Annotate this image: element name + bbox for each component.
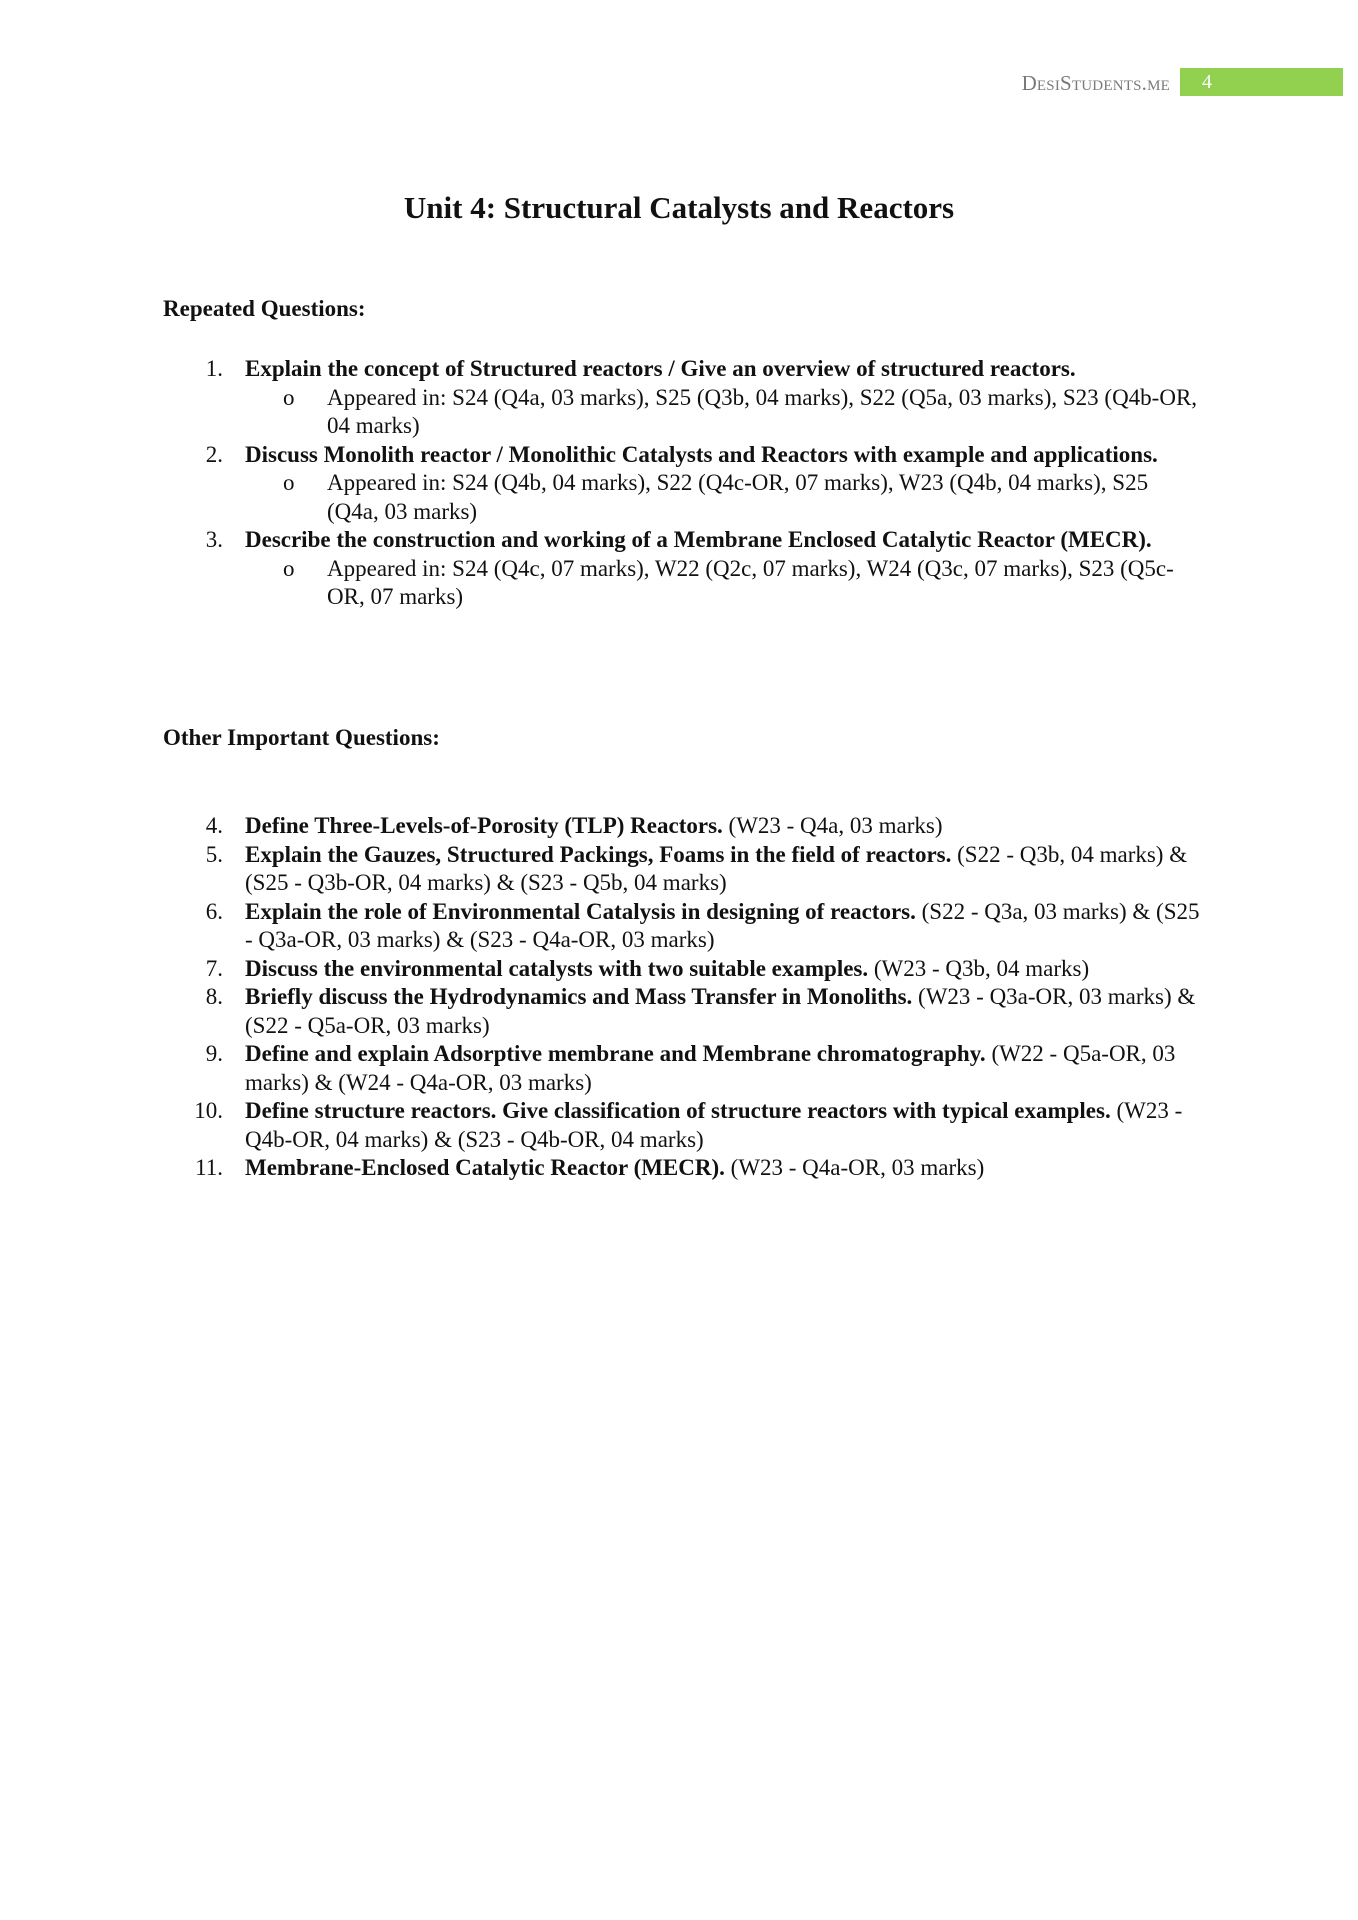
other-question-item — [163, 955, 1203, 984]
other-question-item — [163, 1154, 1203, 1183]
other-question-item — [163, 1097, 1203, 1154]
question-text: Explain the concept of Structured reactors / Give an overview of structured reactors. — [245, 356, 1076, 381]
bullet-marker: o — [283, 470, 295, 495]
appeared-in-text: Appeared in: S24 (Q4b, 04 marks), S22 (Q4c-OR, 07 marks), W23 (Q4b, 04 marks), S25 (Q4a, 03 marks) — [327, 470, 1149, 524]
question-number: 3. — [205, 527, 223, 552]
question-reference: (W22 - Q5a-OR, 03 marks) & (W24 - Q4a-OR, 03 marks) — [245, 1041, 1176, 1095]
other-questions-heading: Other Important Questions: — [163, 725, 440, 750]
question-text: Explain the Gauzes, Structured Packings, Foams in the field of reactors. — [245, 841, 952, 867]
header-site-name: DesiStudents.me — [1021, 71, 1170, 95]
question-text: Define Three-Levels-of-Porosity (TLP) Reactors. — [245, 813, 723, 838]
question-text: Discuss Monolith reactor / Monolithic Catalysts and Reactors with example and applications. — [245, 441, 1158, 467]
question-number: 4. — [205, 813, 223, 838]
question-reference: (W23 - Q3a-OR, 03 marks) & (S22 - Q5a-OR, 03 marks) — [245, 984, 1196, 1038]
appeared-in-text: Appeared in: S24 (Q4c, 07 marks), W22 (Q2c, 07 marks), W24 (Q3c, 07 marks), S23 (Q5c-OR, 07 marks) — [327, 555, 1174, 609]
bullet-marker: o — [283, 555, 295, 581]
appeared-in-text: Appeared in: S24 (Q4a, 03 marks), S25 (Q3b, 04 marks), S22 (Q5a, 03 marks), S23 (Q4b-OR, 04 marks) — [327, 384, 1198, 438]
other-question-item — [163, 983, 1203, 1040]
page-header — [970, 66, 1358, 98]
question-number: 11. — [195, 1155, 223, 1180]
other-question-item — [163, 841, 1203, 898]
repeated-question-item — [163, 441, 1203, 527]
question-text: Membrane-Enclosed Catalytic Reactor (MECR). — [245, 1155, 725, 1180]
question-reference: (W23 - Q4a-OR, 03 marks) — [730, 1155, 985, 1180]
question-number: 6. — [205, 898, 223, 924]
question-number: 9. — [205, 1041, 223, 1066]
other-question-item — [163, 812, 1203, 841]
page-title: Unit 4: Structural Catalysts and Reactors — [403, 190, 955, 225]
question-reference: (W23 - Q4a, 03 marks) — [728, 813, 943, 838]
question-text: Briefly discuss the Hydrodynamics and Mass Transfer in Monoliths. — [245, 984, 913, 1009]
question-number: 7. — [205, 955, 223, 981]
page-number-box — [1180, 68, 1343, 96]
question-text: Describe the construction and working of a Membrane Enclosed Catalytic Reactor (MECR). — [245, 527, 1152, 552]
question-text: Discuss the environmental catalysts with two suitable examples. — [245, 955, 869, 981]
bullet-marker: o — [283, 384, 295, 410]
appeared-in-entry — [245, 469, 1203, 526]
question-reference: (S22 - Q3a, 03 marks) & (S25 - Q3a-OR, 03 marks) & (S23 - Q4a-OR, 03 marks) — [245, 898, 1200, 952]
question-reference: (W23 - Q3b, 04 marks) — [873, 955, 1090, 981]
other-question-item — [163, 1040, 1203, 1097]
page-number: 4 — [1202, 71, 1212, 93]
question-number: 10. — [194, 1098, 223, 1123]
question-text: Define and explain Adsorptive membrane and Membrane chromatography. — [245, 1041, 986, 1066]
other-question-item — [163, 898, 1203, 955]
appeared-in-entry — [245, 555, 1203, 612]
appeared-in-entry — [245, 384, 1203, 441]
repeated-question-item — [163, 355, 1203, 441]
question-reference: (W23 - Q4b-OR, 04 marks) & (S23 - Q4b-OR, 04 marks) — [245, 1098, 1183, 1152]
question-text: Define structure reactors. Give classification of structure reactors with typical examples. — [245, 1098, 1111, 1123]
question-number: 1. — [205, 356, 223, 381]
question-number: 8. — [205, 984, 223, 1009]
question-number: 5. — [205, 841, 223, 867]
repeated-questions-list — [163, 355, 1203, 612]
question-text: Explain the role of Environmental Catalysis in designing of reactors. — [245, 898, 916, 924]
question-reference: (S22 - Q3b, 04 marks) & (S25 - Q3b-OR, 04 marks) & (S23 - Q5b, 04 marks) — [245, 841, 1188, 895]
other-questions-list — [163, 812, 1203, 1183]
repeated-question-item — [163, 526, 1203, 612]
question-number: 2. — [205, 441, 223, 467]
repeated-questions-heading: Repeated Questions: — [163, 296, 366, 321]
